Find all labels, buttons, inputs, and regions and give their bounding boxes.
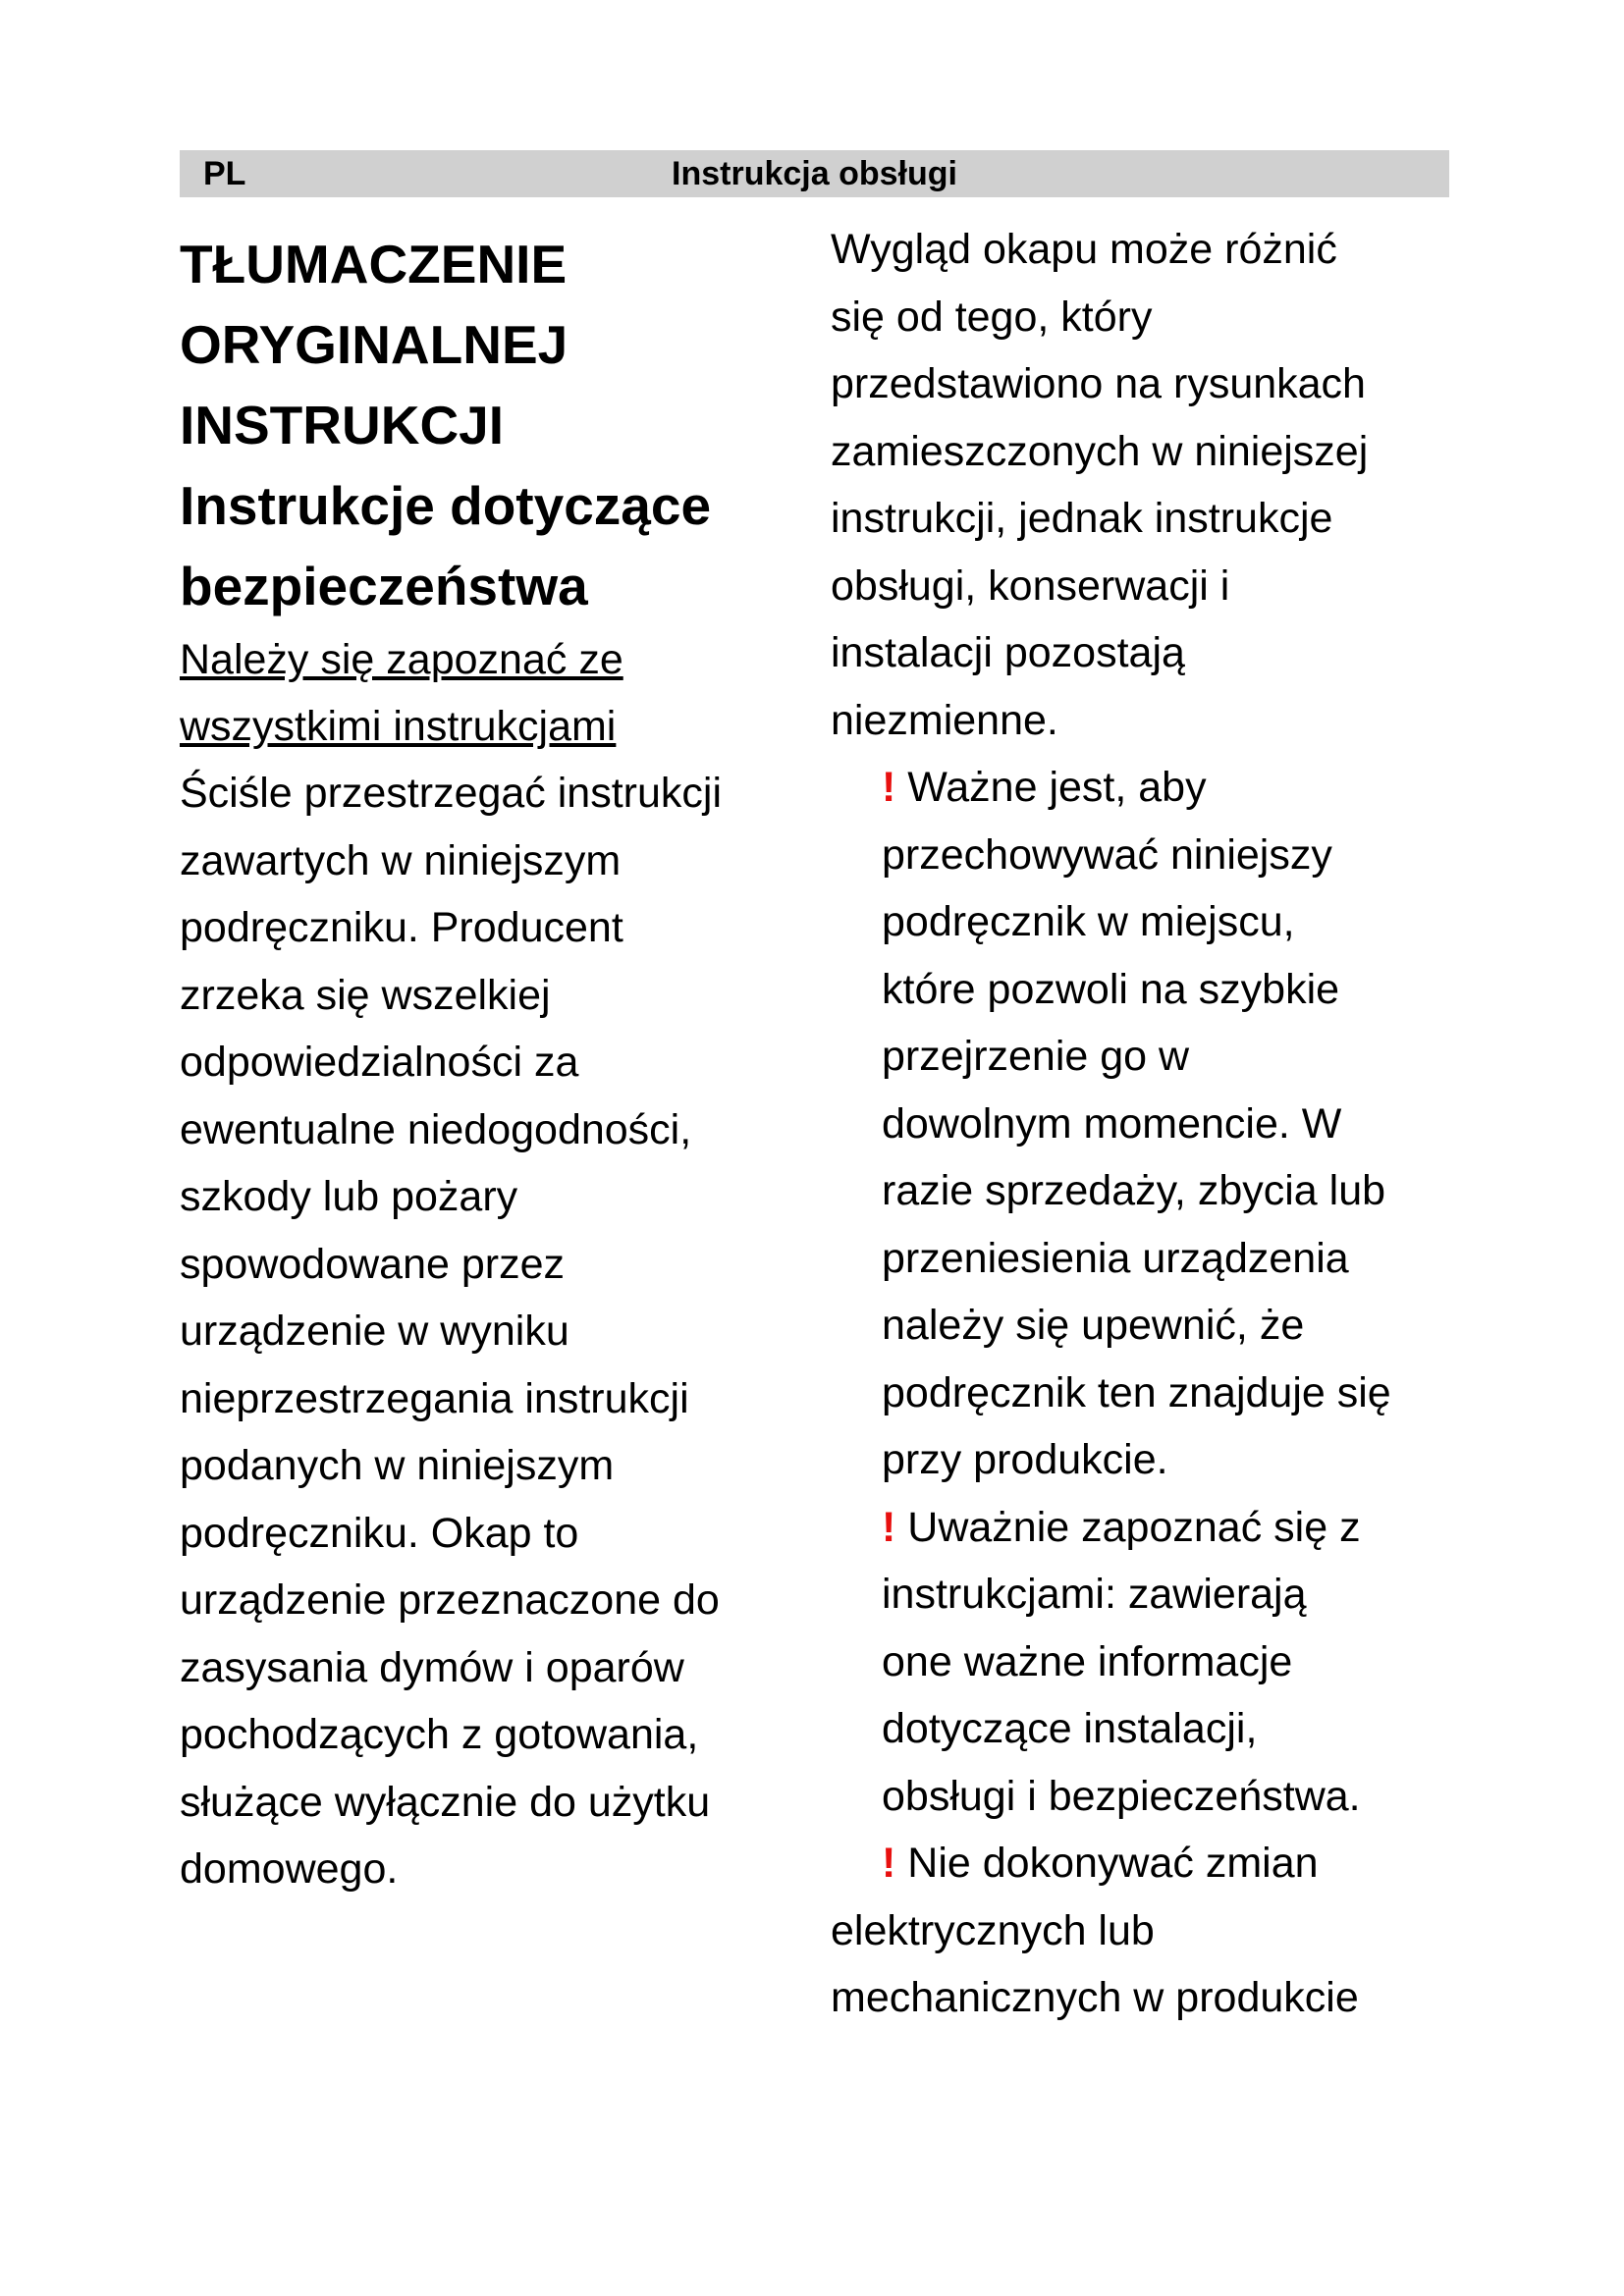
- note-no-modifications: [831, 1830, 1449, 2032]
- body-line: zawartych w niniejszym: [180, 836, 622, 884]
- body-line: podręczniku. Producent: [180, 904, 623, 951]
- body-line: zasysania dymów i oparów: [180, 1643, 684, 1691]
- safety-paragraph: [180, 760, 808, 1903]
- intro-paragraph: [831, 216, 1449, 754]
- note-line: [831, 1830, 1449, 1897]
- heading-line: INSTRUKCJI: [180, 395, 505, 455]
- note-line: [831, 754, 1449, 822]
- note-line: podręcznik w miejscu,: [882, 898, 1295, 945]
- body-line: niezmienne.: [831, 696, 1058, 744]
- note-line: przeniesienia urządzenia: [882, 1234, 1349, 1282]
- header-title: Instrukcja obsługi: [672, 155, 957, 192]
- body-line: domowego.: [180, 1845, 399, 1893]
- note-line: dowolnym momencie. W: [882, 1099, 1342, 1148]
- warning-exclamation-icon: !: [882, 764, 896, 811]
- note-line: dotyczące instalacji,: [882, 1705, 1258, 1752]
- note-keep-manual: [831, 754, 1449, 1494]
- heading-line: ORYGINALNEJ: [180, 314, 568, 375]
- note-line: przejrzenie go w: [882, 1033, 1190, 1080]
- body-line: zamieszczonych w niniejszej: [831, 427, 1369, 475]
- note-line: elektrycznych lub: [831, 1906, 1155, 1954]
- body-line: urządzenie w wyniku: [180, 1308, 569, 1355]
- note-line: przechowywać niniejszy: [882, 830, 1332, 879]
- note-line: które pozwoli na szybkie: [882, 965, 1340, 1013]
- body-line: nieprzestrzegania instrukcji: [180, 1374, 689, 1422]
- body-line: urządzenie przeznaczone do: [180, 1576, 720, 1624]
- body-line: podręczniku. Okap to: [180, 1509, 579, 1557]
- body-line: instrukcji, jednak instrukcje: [831, 495, 1333, 542]
- body-line: pochodzących z gotowania,: [180, 1711, 699, 1758]
- body-line: zrzeka się wszelkiej: [180, 971, 551, 1019]
- note-read-instructions: [831, 1494, 1449, 1831]
- body-line: przedstawiono na rysunkach: [831, 360, 1366, 407]
- body-line: podanych w niniejszym: [180, 1442, 615, 1489]
- note-text: Uważnie zapoznać się z: [907, 1503, 1361, 1551]
- note-line: obsługi i bezpieczeństwa.: [882, 1772, 1361, 1820]
- note-text: Nie dokonywać zmian: [907, 1840, 1319, 1887]
- body-line: spowodowane przez: [180, 1240, 566, 1288]
- left-column: [180, 224, 808, 1903]
- body-line: służące wyłącznie do użytku: [180, 1778, 711, 1826]
- body-line: obsługi, konserwacji i: [831, 561, 1230, 610]
- header-language: PL: [203, 155, 246, 192]
- body-line: odpowiedzialności za: [180, 1039, 579, 1086]
- subheading: [180, 626, 808, 760]
- body-line: ewentualne niedogodności,: [180, 1105, 692, 1153]
- note-line: razie sprzedaży, zbycia lub: [882, 1167, 1386, 1214]
- right-column: [831, 216, 1449, 2032]
- note-line: podręcznik ten znajduje się: [882, 1368, 1391, 1416]
- body-line: szkody lub pożary: [180, 1173, 518, 1220]
- note-line: przy produkcie.: [882, 1436, 1168, 1483]
- heading-line: bezpieczeństwa: [180, 556, 588, 616]
- note-line: one ważne informacje: [882, 1637, 1293, 1685]
- body-line: Ściśle przestrzegać instrukcji: [180, 770, 723, 817]
- body-line: się od tego, który: [831, 293, 1153, 341]
- heading-line: TŁUMACZENIE: [180, 234, 568, 294]
- note-text: Ważne jest, aby: [907, 764, 1207, 811]
- subheading-line: wszystkimi instrukcjami: [180, 703, 617, 750]
- warning-exclamation-icon: !: [882, 1503, 896, 1551]
- body-line: Wygląd okapu może różnić: [831, 226, 1337, 273]
- note-line: instrukcjami: zawierają: [882, 1571, 1307, 1618]
- warning-exclamation-icon: !: [882, 1840, 896, 1887]
- page-header: [180, 150, 1449, 197]
- note-line: [831, 1494, 1449, 1562]
- main-heading: [180, 224, 808, 626]
- subheading-line: Należy się zapoznać ze: [180, 636, 623, 683]
- body-line: instalacji pozostają: [831, 629, 1185, 676]
- heading-line: Instrukcje dotyczące: [180, 475, 712, 536]
- note-line: mechanicznych w produkcie: [831, 1974, 1359, 2021]
- note-line: należy się upewnić, że: [882, 1302, 1305, 1349]
